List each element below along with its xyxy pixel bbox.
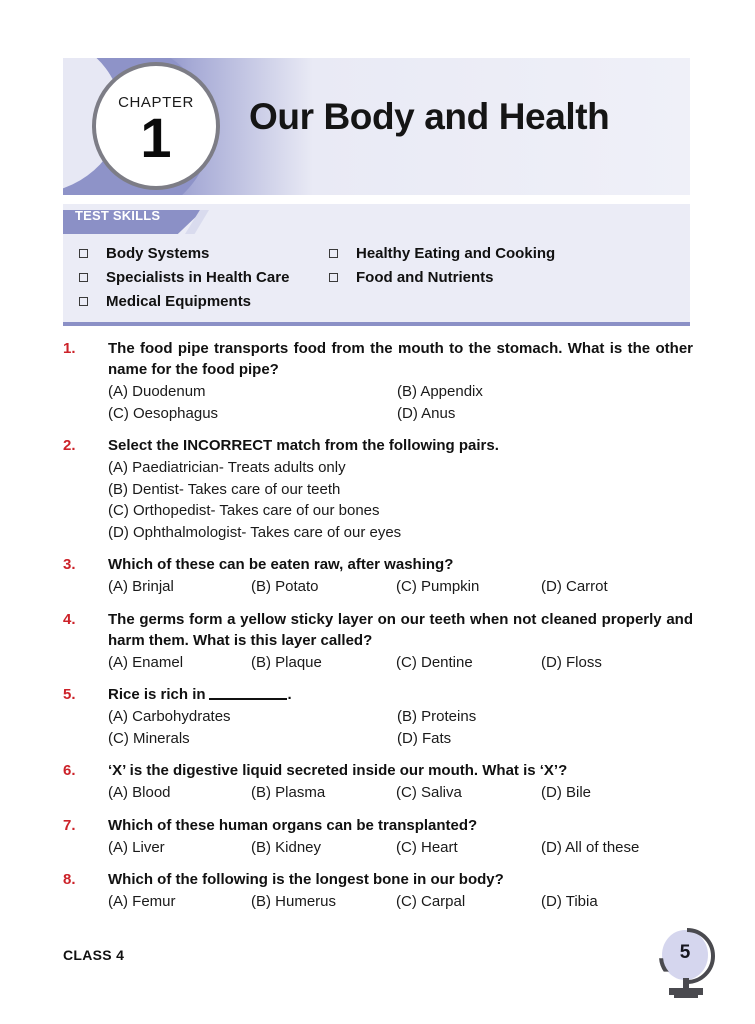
test-skills-label: TEST SKILLS [75,208,161,223]
question-item [63,435,693,543]
option-c[interactable]: (C) Minerals [108,729,190,747]
option-b[interactable]: (B) Humerus [251,893,337,910]
question-text [108,684,693,705]
checkbox-icon [329,249,338,258]
option-grid [108,652,693,674]
test-skill-label: Specialists in Health Care [106,269,290,286]
option-d[interactable]: (D) Carrot [541,578,608,595]
globe-foot [674,994,698,998]
question-number: 7. [63,816,76,834]
option-d[interactable]: (D) Fats [397,729,452,747]
question-heading [63,684,693,705]
page-number: 5 [679,942,691,963]
question-item [63,760,693,804]
checkbox-icon [329,273,338,282]
question-number: 1. [63,340,76,357]
option-c[interactable]: (C) Oesophagus [108,404,219,422]
option-c[interactable]: (C) Orthopedist- Takes care of our bones [108,502,380,519]
option-c[interactable]: (C) Dentine [396,653,473,671]
question-item [63,815,693,859]
option-c[interactable]: (C) Saliva [396,784,462,801]
option-grid [108,782,693,804]
option-c[interactable]: (C) Carpal [396,893,466,910]
option-b[interactable]: (B) Plaque [251,653,322,671]
test-skills-box [63,204,690,322]
question-number: 2. [63,437,76,454]
test-skills-left-column [79,244,339,316]
question-heading [63,760,693,781]
option-a[interactable]: (A) Paediatrician- Treats adults only [108,459,346,476]
question-number: 3. [63,556,76,573]
question-item [63,554,693,598]
question-text: ‘X’ is the digestive liquid secreted inside our mouth. What is ‘X’? [108,762,568,779]
option-grid [108,576,693,598]
section-divider [63,322,690,326]
test-skills-right-column [329,244,659,292]
page-title: Our Body and Health [249,96,610,137]
option-b[interactable]: (B) Plasma [251,784,326,801]
option-grid [108,381,693,424]
question-number: 4. [63,610,76,628]
option-a[interactable]: (A) Duodenum [108,383,206,400]
chapter-number: 1 [140,106,172,169]
test-skill-item [79,244,339,268]
fill-in-blank [209,698,287,700]
question-text: Which of these human organs can be transplanted? [108,816,478,834]
question-heading [63,435,693,456]
chapter-badge [92,62,220,190]
question-text: Which of the following is the longest bone in our body? [108,871,504,888]
question-text: Which of these can be eaten raw, after washing? [108,556,454,573]
checkbox-icon [79,249,88,258]
question-heading [63,815,693,836]
test-skill-label: Food and Nutrients [356,269,494,286]
option-a[interactable]: (A) Enamel [108,653,184,671]
question-text: The germs form a yellow sticky layer on our teeth when not cleaned properly and harm them. What is this layer called? [108,610,693,649]
option-grid [108,891,693,913]
question-text-after-blank: . [287,686,292,703]
question-text: Select the INCORRECT match from the following pairs. [108,437,499,454]
option-b[interactable]: (B) Potato [251,578,319,595]
option-grid [108,457,693,543]
question-item [63,338,693,424]
question-number: 6. [63,762,76,779]
test-skill-label: Healthy Eating and Cooking [356,245,556,262]
test-skill-label: Medical Equipments [106,293,252,310]
chapter-label: CHAPTER [118,94,194,111]
question-heading [63,338,693,380]
class-label: CLASS 4 [63,947,125,963]
option-b[interactable]: (B) Appendix [397,383,483,400]
question-text: The food pipe transports food from the mouth to the stomach. What is the other name for the food pipe? [108,340,693,378]
option-c[interactable]: (C) Heart [396,838,458,856]
option-b[interactable]: (B) Dentist- Takes care of our teeth [108,480,341,498]
option-b[interactable]: (B) Proteins [397,708,477,725]
question-item [63,684,693,749]
option-d[interactable]: (D) Anus [397,404,456,422]
question-item [63,869,693,913]
option-b[interactable]: (B) Kidney [251,838,322,856]
option-c[interactable]: (C) Pumpkin [396,578,480,595]
option-d[interactable]: (D) Ophthalmologist- Takes care of our eyes [108,523,402,541]
globe-icon [658,928,722,1002]
option-d[interactable]: (D) Bile [541,784,592,801]
option-a[interactable]: (A) Liver [108,838,165,856]
option-a[interactable]: (A) Blood [108,784,171,801]
test-skill-label: Body Systems [106,245,210,262]
question-text-before-blank: Rice is rich in [108,686,206,703]
question-list [63,338,693,924]
option-grid [108,837,693,859]
option-grid [108,706,693,749]
question-heading [63,609,693,651]
test-skill-item [79,292,339,316]
test-skill-item [329,244,659,268]
option-d[interactable]: (D) Floss [541,653,602,671]
question-heading [63,554,693,575]
option-a[interactable]: (A) Brinjal [108,578,174,595]
test-skill-item [79,268,339,292]
question-heading [63,869,693,890]
question-item [63,609,693,674]
test-skill-item [329,268,659,292]
option-d[interactable]: (D) Tibia [541,893,598,910]
question-number: 8. [63,871,76,888]
question-number: 5. [63,686,76,703]
checkbox-icon [79,273,88,282]
option-a[interactable]: (A) Carbohydrates [108,708,231,725]
checkbox-icon [79,297,88,306]
option-a[interactable]: (A) Femur [108,893,176,910]
option-d[interactable]: (D) All of these [541,838,640,856]
